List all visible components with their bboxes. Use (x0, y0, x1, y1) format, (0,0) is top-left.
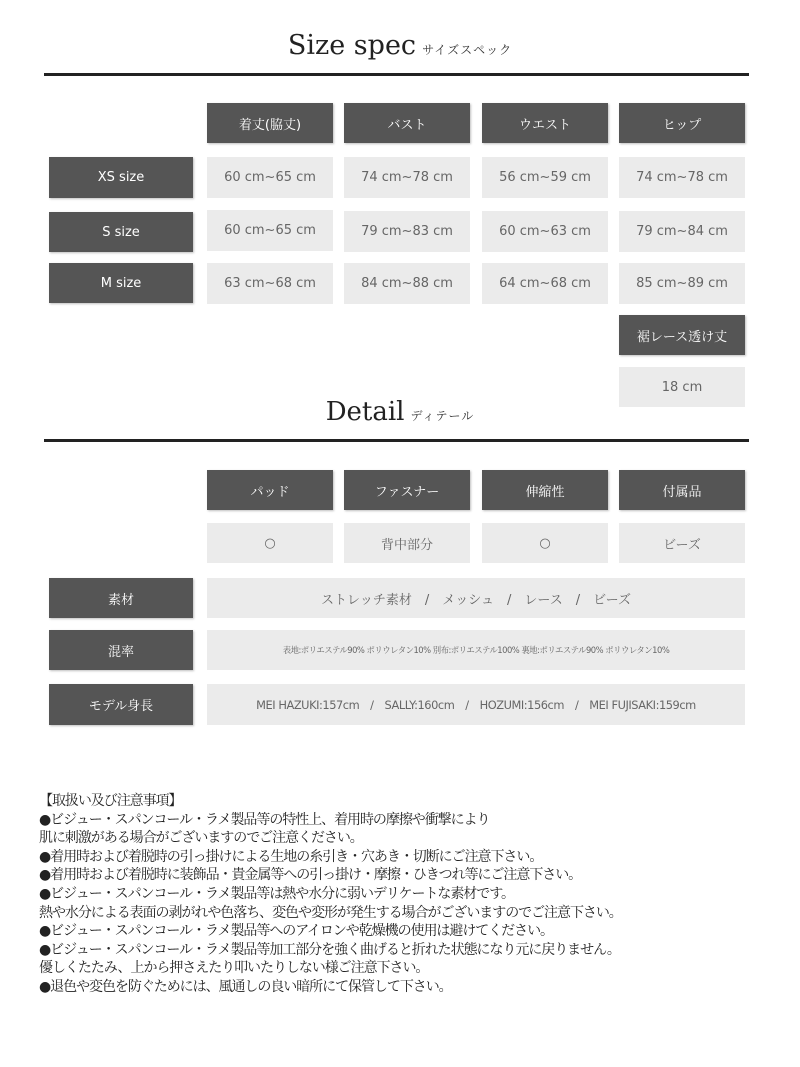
care-note-line: ●ビジュー・スパンコール・ラメ製品等加工部分を強く曲げると折れた状態になり元に戻りません。 (39, 941, 620, 958)
size-value-cell: 60 cm~65 cm (207, 157, 333, 198)
size-row-label-m: M size (49, 263, 193, 303)
size-column-header: ヒップ (619, 103, 745, 143)
size-spec-subtitle: サイズスペック (422, 43, 513, 57)
size-value-cell: 63 cm~68 cm (207, 263, 333, 304)
care-notes-heading: 【取扱い及び注意事項】 (39, 793, 182, 809)
detail-value-cell: ビーズ (619, 523, 745, 563)
care-notes (39, 792, 789, 997)
detail-divider (44, 439, 749, 442)
care-note-line: ●ビジュー・スパンコール・ラメ製品等の特性上、着用時の摩擦や衝撃により (39, 811, 490, 828)
size-spec-title: Size spec (287, 30, 417, 61)
care-note-line: ●ビジュー・スパンコール・ラメ製品等は熱や水分に弱いデリケートな素材です。 (39, 885, 514, 902)
size-value-cell: 60 cm~63 cm (482, 211, 608, 252)
blend-label: 混率 (49, 630, 193, 670)
size-value-cell: 64 cm~68 cm (482, 263, 608, 304)
hem-lace-value: 18 cm (619, 367, 745, 407)
detail-heading (0, 397, 800, 427)
detail-subtitle: ディテール (410, 409, 475, 423)
size-spec-divider (44, 73, 749, 76)
care-note-line: ●着用時および着脱時の引っ掛けによる生地の糸引き・穴あき・切断にご注意下さい。 (39, 848, 543, 865)
detail-column-header: 付属品 (619, 470, 745, 510)
size-row-label-xs: XS size (49, 157, 193, 198)
detail-column-header: ファスナー (344, 470, 470, 510)
detail-value-cell: ○ (207, 523, 333, 563)
care-note-line: ●ビジュー・スパンコール・ラメ製品等へのアイロンや乾燥機の使用は避けてください。 (39, 923, 553, 940)
size-column-header: ウエスト (482, 103, 608, 143)
size-column-header: バスト (344, 103, 470, 143)
detail-value-cell: ○ (482, 523, 608, 563)
care-note-line: 優しくたたみ、上から押さえたり叩いたりしない様ご注意下さい。 (39, 960, 429, 977)
size-value-cell: 74 cm~78 cm (344, 157, 470, 198)
blend-value: 表地:ポリエステル90% ポリウレタン10% 別布:ポリエステル100% 裏地:ポリエステル90% ポリウレタン10% (207, 630, 745, 670)
material-value: ストレッチ素材 / メッシュ / レース / ビーズ (207, 578, 745, 618)
hem-lace-header: 裾レース透け丈 (619, 315, 745, 355)
detail-value-cell: 背中部分 (344, 523, 470, 563)
detail-column-header: パッド (207, 470, 333, 510)
model-height-label: モデル身長 (49, 684, 193, 725)
size-value-cell: 74 cm~78 cm (619, 157, 745, 198)
detail-column-header: 伸縮性 (482, 470, 608, 510)
size-value-cell: 60 cm~65 cm (207, 210, 333, 251)
model-height-value: MEI HAZUKI:157cm / SALLY:160cm / HOZUMI:156cm / MEI FUJISAKI:159cm (207, 684, 745, 725)
size-row-label-s: S size (49, 212, 193, 252)
care-note-line: ●着用時および着脱時に装飾品・貴金属等への引っ掛け・摩擦・ひきつれ等にご注意下さい。 (39, 867, 582, 884)
care-note-line: 熱や水分による表面の剥がれや色落ち、変色や変形が発生する場合がございますのでご注意下さい。 (39, 904, 622, 921)
detail-title: Detail (325, 397, 405, 427)
size-value-cell: 79 cm~83 cm (344, 211, 470, 252)
size-value-cell: 56 cm~59 cm (482, 157, 608, 198)
size-value-cell: 84 cm~88 cm (344, 263, 470, 304)
size-spec-heading (0, 30, 800, 61)
material-label: 素材 (49, 578, 193, 618)
size-value-cell: 79 cm~84 cm (619, 211, 745, 252)
size-column-header: 着丈(脇丈) (207, 103, 333, 143)
care-note-line: 肌に刺激がある場合がございますのでご注意ください。 (39, 830, 363, 847)
care-note-line: ●退色や変色を防ぐためには、風通しの良い暗所にて保管して下さい。 (39, 978, 452, 995)
size-value-cell: 85 cm~89 cm (619, 263, 745, 304)
